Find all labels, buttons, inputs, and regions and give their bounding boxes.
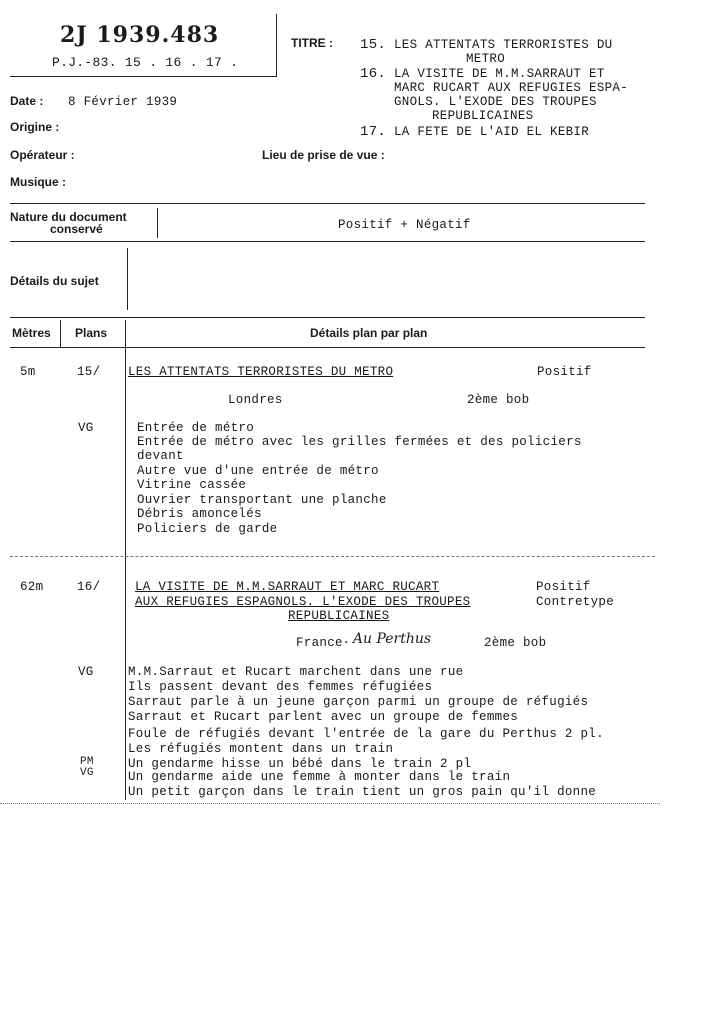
old-reference: P.J.-83. 15 . 16 . 17 . [52,55,239,70]
section-separator [10,556,655,557]
sec16-code-vg2: VG [80,767,94,779]
details-sujet-bottom-rule [10,317,645,318]
sec15-shot: devant [137,449,184,463]
title-15-num: 15. [360,37,387,53]
sec16-title-line3: REPUBLICAINES [288,609,390,623]
sec16-shot: Les réfugiés montent dans un train [128,742,394,756]
details-sujet-divider [127,248,128,310]
nature-label-line2: conservé [50,222,103,236]
sec16-title-line1: LA VISITE DE M.M.SARRAUT ET MARC RUCART [135,580,440,594]
sec15-title: LES ATTENTATS TERRORISTES DU METRO [128,365,394,379]
title-16-line3: GNOLS. L'EXODE DES TROUPES [394,95,597,109]
title-16-line1: LA VISITE DE M.M.SARRAUT ET [394,67,605,81]
ref-box-right [276,14,277,76]
page-bottom-edge [0,803,660,804]
title-16-num: 16. [360,66,387,82]
sec16-shot: Sarraut et Rucart parlent avec un groupe de femmes [128,710,519,724]
nature-bottom-rule [10,241,645,242]
sec15-shot: Ouvrier transportant une planche [137,493,387,507]
title-16-line2: MARC RUCART AUX REFUGIES ESPA- [394,81,629,95]
musique-label: Musique : [10,175,66,189]
sec16-support-line2: Contretype [536,595,615,609]
archive-reference: 2J 1939.483 [60,22,220,48]
title-17-line1: LA FETE DE L'AID EL KEBIR [394,125,590,139]
sec16-support-line1: Positif [536,580,591,594]
sec16-shot: Un gendarme aide une femme à monter dans le train [128,770,511,784]
col-plans-header: Plans [75,326,108,340]
title-15-line1: LES ATTENTATS TERRORISTES DU [394,38,613,52]
sec16-shot: Un petit garçon dans le train tient un gros pain qu'il donne [128,785,597,799]
nature-value: Positif + Négatif [338,218,471,232]
col-divider-plans [125,320,126,800]
sec16-metres: 62m [20,580,44,594]
col-divider-metres [60,320,61,348]
sec15-shot: Policiers de garde [137,522,278,536]
sec16-code-vg: VG [78,665,94,679]
sec15-shot: Vitrine cassée [137,478,247,492]
origine-label: Origine : [10,120,60,134]
sec15-code-vg: VG [78,421,94,435]
date-label: Date : [10,94,44,108]
lieu-label: Lieu de prise de vue : [262,148,385,162]
sec16-title-line2: AUX REFUGIES ESPAGNOLS. L'EXODE DES TROUPES [135,595,471,609]
sec15-metres: 5m [20,365,36,379]
sec15-shot: Débris amoncelés [137,507,262,521]
sec16-shot: Un gendarme hisse un bébé dans le train 2 pl [128,757,472,771]
sec16-shot: Sarraut parle à un jeune garçon parmi un groupe de réfugiés [128,695,589,709]
sec16-place: France [296,636,343,650]
nature-label-line1: Nature du document [10,210,127,224]
sec16-bob: 2ème bob [484,636,547,650]
sec15-plan: 15/ [77,365,101,379]
title-17-num: 17. [360,124,387,140]
col-metres-header: Mètres [12,326,51,340]
ref-box-bottom [10,76,277,77]
date-value: 8 Février 1939 [68,95,178,109]
title-16-line4: REPUBLICAINES [432,109,534,123]
sec16-plan: 16/ [77,580,101,594]
sec15-place: Londres [228,393,283,407]
sec16-shot: Ils passent devant des femmes réfugiées [128,680,433,694]
operateur-label: Opérateur : [10,148,75,162]
sec16-shot: M.M.Sarraut et Rucart marchent dans une rue [128,665,464,679]
table-header-rule [10,347,645,348]
sec16-shot: Foule de réfugiés devant l'entrée de la gare du Perthus 2 pl. [128,727,604,741]
sec15-shot: Entrée de métro [137,421,255,435]
sec16-code-pm: PM [80,756,94,768]
nature-top-rule [10,203,645,204]
sec15-shot: Autre vue d'une entrée de métro [137,464,379,478]
title-15-line2: METRO [466,52,506,66]
sec15-support: Positif [537,365,592,379]
col-details-header: Détails plan par plan [310,326,428,340]
titre-label: TITRE : [291,36,333,50]
sec15-shot: Entrée de métro avec les grilles fermées et des policiers [137,435,582,449]
nature-divider [157,208,158,238]
sec15-bob: 2ème bob [467,393,530,407]
details-sujet-label: Détails du sujet [10,274,99,288]
sec16-place-handwritten: . Au Perthus [344,631,432,647]
